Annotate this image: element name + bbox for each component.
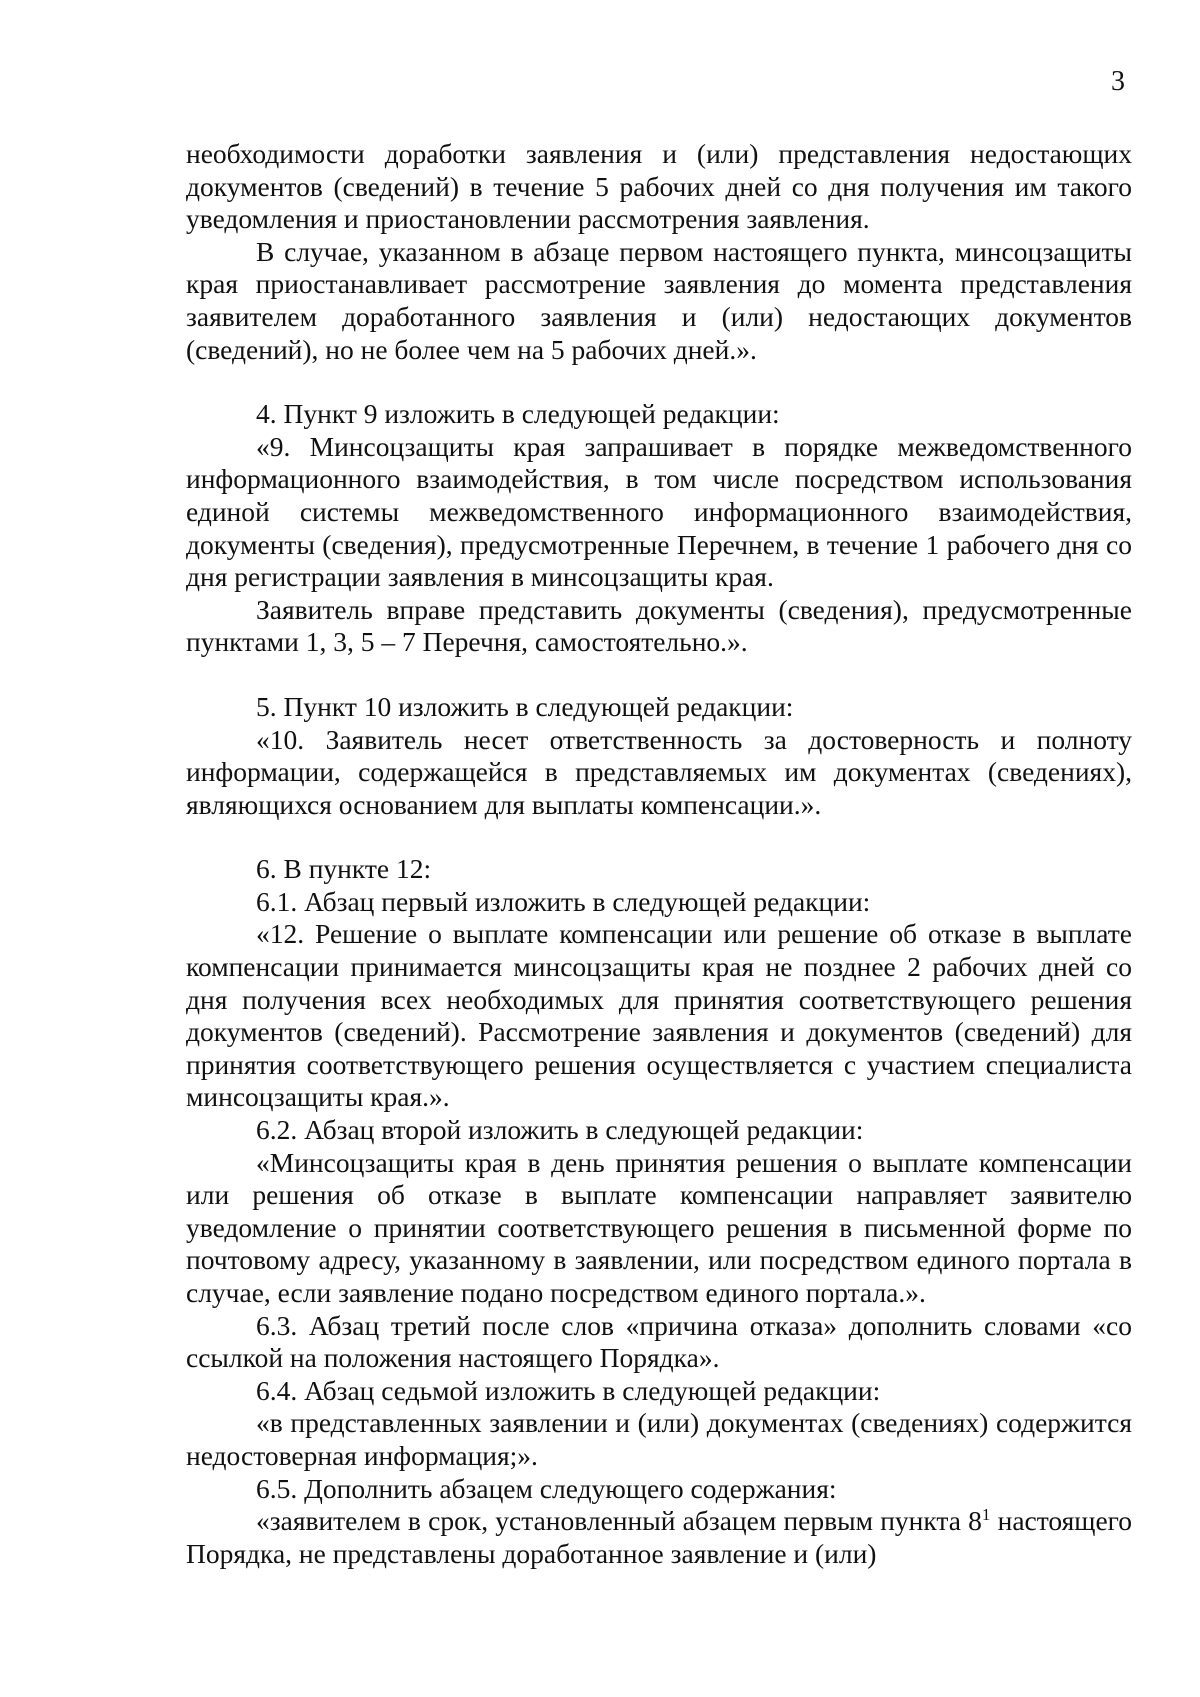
paragraph: В случае, указанном в абзаце первом настоящего пункта, минсоцзащиты края приостанавливает рассмотрение заявления до момента представления заявителем доработанного заявления и (или) недостающих документов (сведений), но не более чем на 5 рабочих дней.». [186,235,1132,365]
page-number: 3 [1111,66,1125,97]
superscript-index: 1 [981,1505,991,1524]
section-heading: 5. Пункт 10 изложить в следующей редакции: [256,690,794,722]
paragraph: 6.1. Абзац первый изложить в следующей редакции: [256,885,871,917]
paragraph: «12. Решение о выплате компенсации или решение об отказе в выплате компенсации принимается минсоцзащиты края не позднее 2 рабочих дней со дня получения всех необходимых для принятия соответствующего решения документов (сведений). Рассмотрение заявления и документов (сведений) для принятия соответствующего решения осуществляется с участием специалиста минсоцзащиты края.». [186,918,1132,1113]
section-heading: 6. В пункте 12: [256,853,432,885]
document-body [186,138,1132,1570]
paragraph: необходимости доработки заявления и (или) представления недостающих документов (сведений) в течение 5 рабочих дней со дня получения им такого уведомления и приостановлении рассмотрения заявления. [186,138,1132,235]
paragraph: 6.2. Абзац второй изложить в следующей редакции: [256,1114,864,1146]
paragraph-text-part: «заявителем в срок, установленный абзацем первым пункта 8 [256,1505,982,1537]
paragraph: «Минсоцзащиты края в день принятия решения о выплате компенсации или решения об отказе в выплате компенсации направляет заявителю уведомление о принятии соответствующего решения в письменной форме по почтовому адресу, указанному в заявлении, или посредством единого портала в случае, если заявление подано посредством единого портала.». [186,1146,1132,1308]
paragraph: «10. Заявитель несет ответственность за достоверность и полноту информации, содержащейся в представляемых им документах (сведениях), являющихся основанием для выплаты компенсации.». [186,723,1132,820]
paragraph: Заявитель вправе представить документы (сведения), предусмотренные пунктами 1, 3, 5 – 7 Перечня, самостоятельно.». [186,593,1132,658]
paragraph-text-part: настоящего Порядка, не представлены доработанное заявление и (или) [186,1505,1132,1569]
paragraph: 6.4. Абзац седьмой изложить в следующей редакции: [256,1374,881,1406]
section-heading: 4. Пункт 9 изложить в следующей редакции: [256,398,780,430]
paragraph: «9. Минсоцзащиты края запрашивает в порядке межведомственного информационного взаимодействия, в том числе посредством использования единой системы межведомственного информационного взаимодействия, документы (сведения), предусмотренные Перечнем, в течение 1 рабочего дня со дня регистрации заявления в минсоцзащиты края. [186,430,1132,593]
paragraph: 6.3. Абзац третий после слов «причина отказа» дополнить словами «со ссылкой на положения настоящего Порядка». [186,1309,1132,1374]
paragraph: «в представленных заявлении и (или) документах (сведениях) содержится недостоверная информация;». [186,1407,1132,1471]
paragraph: 6.5. Дополнить абзацем следующего содержания: [256,1472,837,1504]
paragraph-with-superscript [186,1505,1132,1570]
